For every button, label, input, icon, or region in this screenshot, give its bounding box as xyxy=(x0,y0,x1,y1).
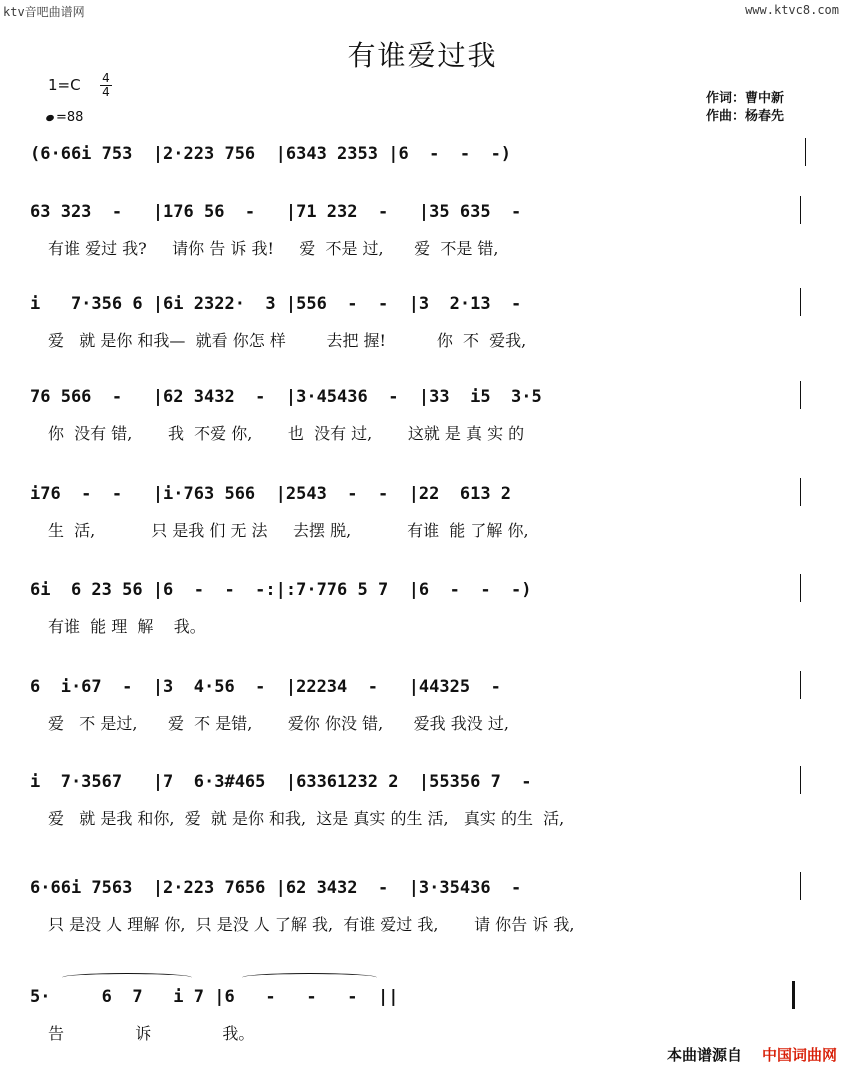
time-signature xyxy=(100,72,112,99)
credits xyxy=(706,90,784,126)
bar-line xyxy=(800,574,801,602)
bar-line xyxy=(800,872,801,900)
staff-notes: i 7·3567 |7 6·3#465 |63361232 2 |55356 7 - xyxy=(30,772,532,792)
staff-line xyxy=(0,772,845,842)
staff-line xyxy=(0,294,845,364)
staff-lyrics: 爱 就 是你 和我— 就看 你怎 样 去把 握! 你 不 爱我, xyxy=(48,331,527,350)
time-unit: 4 xyxy=(102,85,110,99)
composer: 作曲：杨春先 xyxy=(706,109,785,124)
watermark-right: www.ktvc8.com xyxy=(745,3,839,17)
staff-lyrics: 你 没有 错, 我 不爱 你, 也 没有 过, 这就 是 真 实 的 xyxy=(48,424,525,443)
watermark-left: ktv音吧曲谱网 xyxy=(3,5,85,19)
bar-line xyxy=(800,478,801,506)
staff-lyrics: 有谁 能 理 解 我。 xyxy=(48,617,206,636)
bar-line xyxy=(800,671,801,699)
staff-line xyxy=(0,677,845,747)
staff-line xyxy=(0,202,845,272)
tempo-marking xyxy=(46,110,83,125)
staff-lyrics: 爱 不 是过, 爱 不 是错, 爱你 你没 错, 爱我 我没 过, xyxy=(48,714,509,733)
staff-lyrics: 只 是没 人 理解 你, 只 是没 人 了解 我, 有谁 爱过 我, 请 你告 诉 我, xyxy=(48,915,575,934)
bar-line xyxy=(805,138,806,166)
lyricist: 作词：曹中新 xyxy=(706,91,785,106)
staff-notes: 6 i·67 - |3 4·56 - |22234 - |44325 - xyxy=(30,677,501,697)
key-signature xyxy=(48,71,110,99)
quarter-note-icon xyxy=(45,114,55,122)
staff-lyrics: 生 活, 只 是我 们 无 法 去摆 脱, 有谁 能 了解 你, xyxy=(48,521,529,540)
staff-notes: 63 323 - |176 56 - |71 232 - |35 635 - xyxy=(30,202,522,222)
footer-site-name: 中国词曲网 xyxy=(761,1046,837,1064)
staff-lyrics: 有谁 爱过 我? 请你 告 诉 我! 爱 不是 过, 爱 不是 错, xyxy=(48,239,499,258)
footer-source xyxy=(667,1044,837,1065)
bar-line xyxy=(800,766,801,794)
staff-lyrics: 告 诉 我。 xyxy=(48,1024,255,1043)
staff-notes: 76 566 - |62 3432 - |3·45436 - |33 i5 3·5 xyxy=(30,387,542,407)
final-bar-line xyxy=(792,981,795,1009)
slur xyxy=(62,973,192,982)
song-title: 有谁爱过我 xyxy=(347,39,498,72)
tempo-value: =88 xyxy=(56,110,84,125)
staff-notes: 6·66i 7563 |2·223 7656 |62 3432 - |3·35436 - xyxy=(30,878,522,898)
footer-source-label: 本曲谱源自 xyxy=(666,1046,742,1064)
staff-line xyxy=(0,387,845,457)
key-label: 1=C xyxy=(48,76,81,94)
staff-notes: i 7·356 6 |6i 2322· 3 |556 - - |3 2·13 - xyxy=(30,294,522,314)
bar-line xyxy=(800,196,801,224)
staff-notes: (6·66i 753 |2·223 756 |6343 2353 |6 - - -) xyxy=(30,144,512,164)
slur xyxy=(242,973,377,982)
staff-line xyxy=(0,484,845,554)
staff-notes: i76 - - |i·763 566 |2543 - - |22 613 2 xyxy=(30,484,512,504)
time-beats: 4 xyxy=(102,71,110,85)
staff-line xyxy=(0,580,845,650)
bar-line xyxy=(800,381,801,409)
staff-notes: 6i 6 23 56 |6 - - -:|:7·776 5 7 |6 - - -) xyxy=(30,580,532,600)
staff-notes: 5· 6 7 i 7 |6 - - - || xyxy=(30,987,399,1007)
staff-line xyxy=(0,878,845,948)
bar-line xyxy=(800,288,801,316)
staff-lyrics: 爱 就 是我 和你, 爱 就 是你 和我, 这是 真实 的生 活, 真实 的生 活, xyxy=(48,809,565,828)
